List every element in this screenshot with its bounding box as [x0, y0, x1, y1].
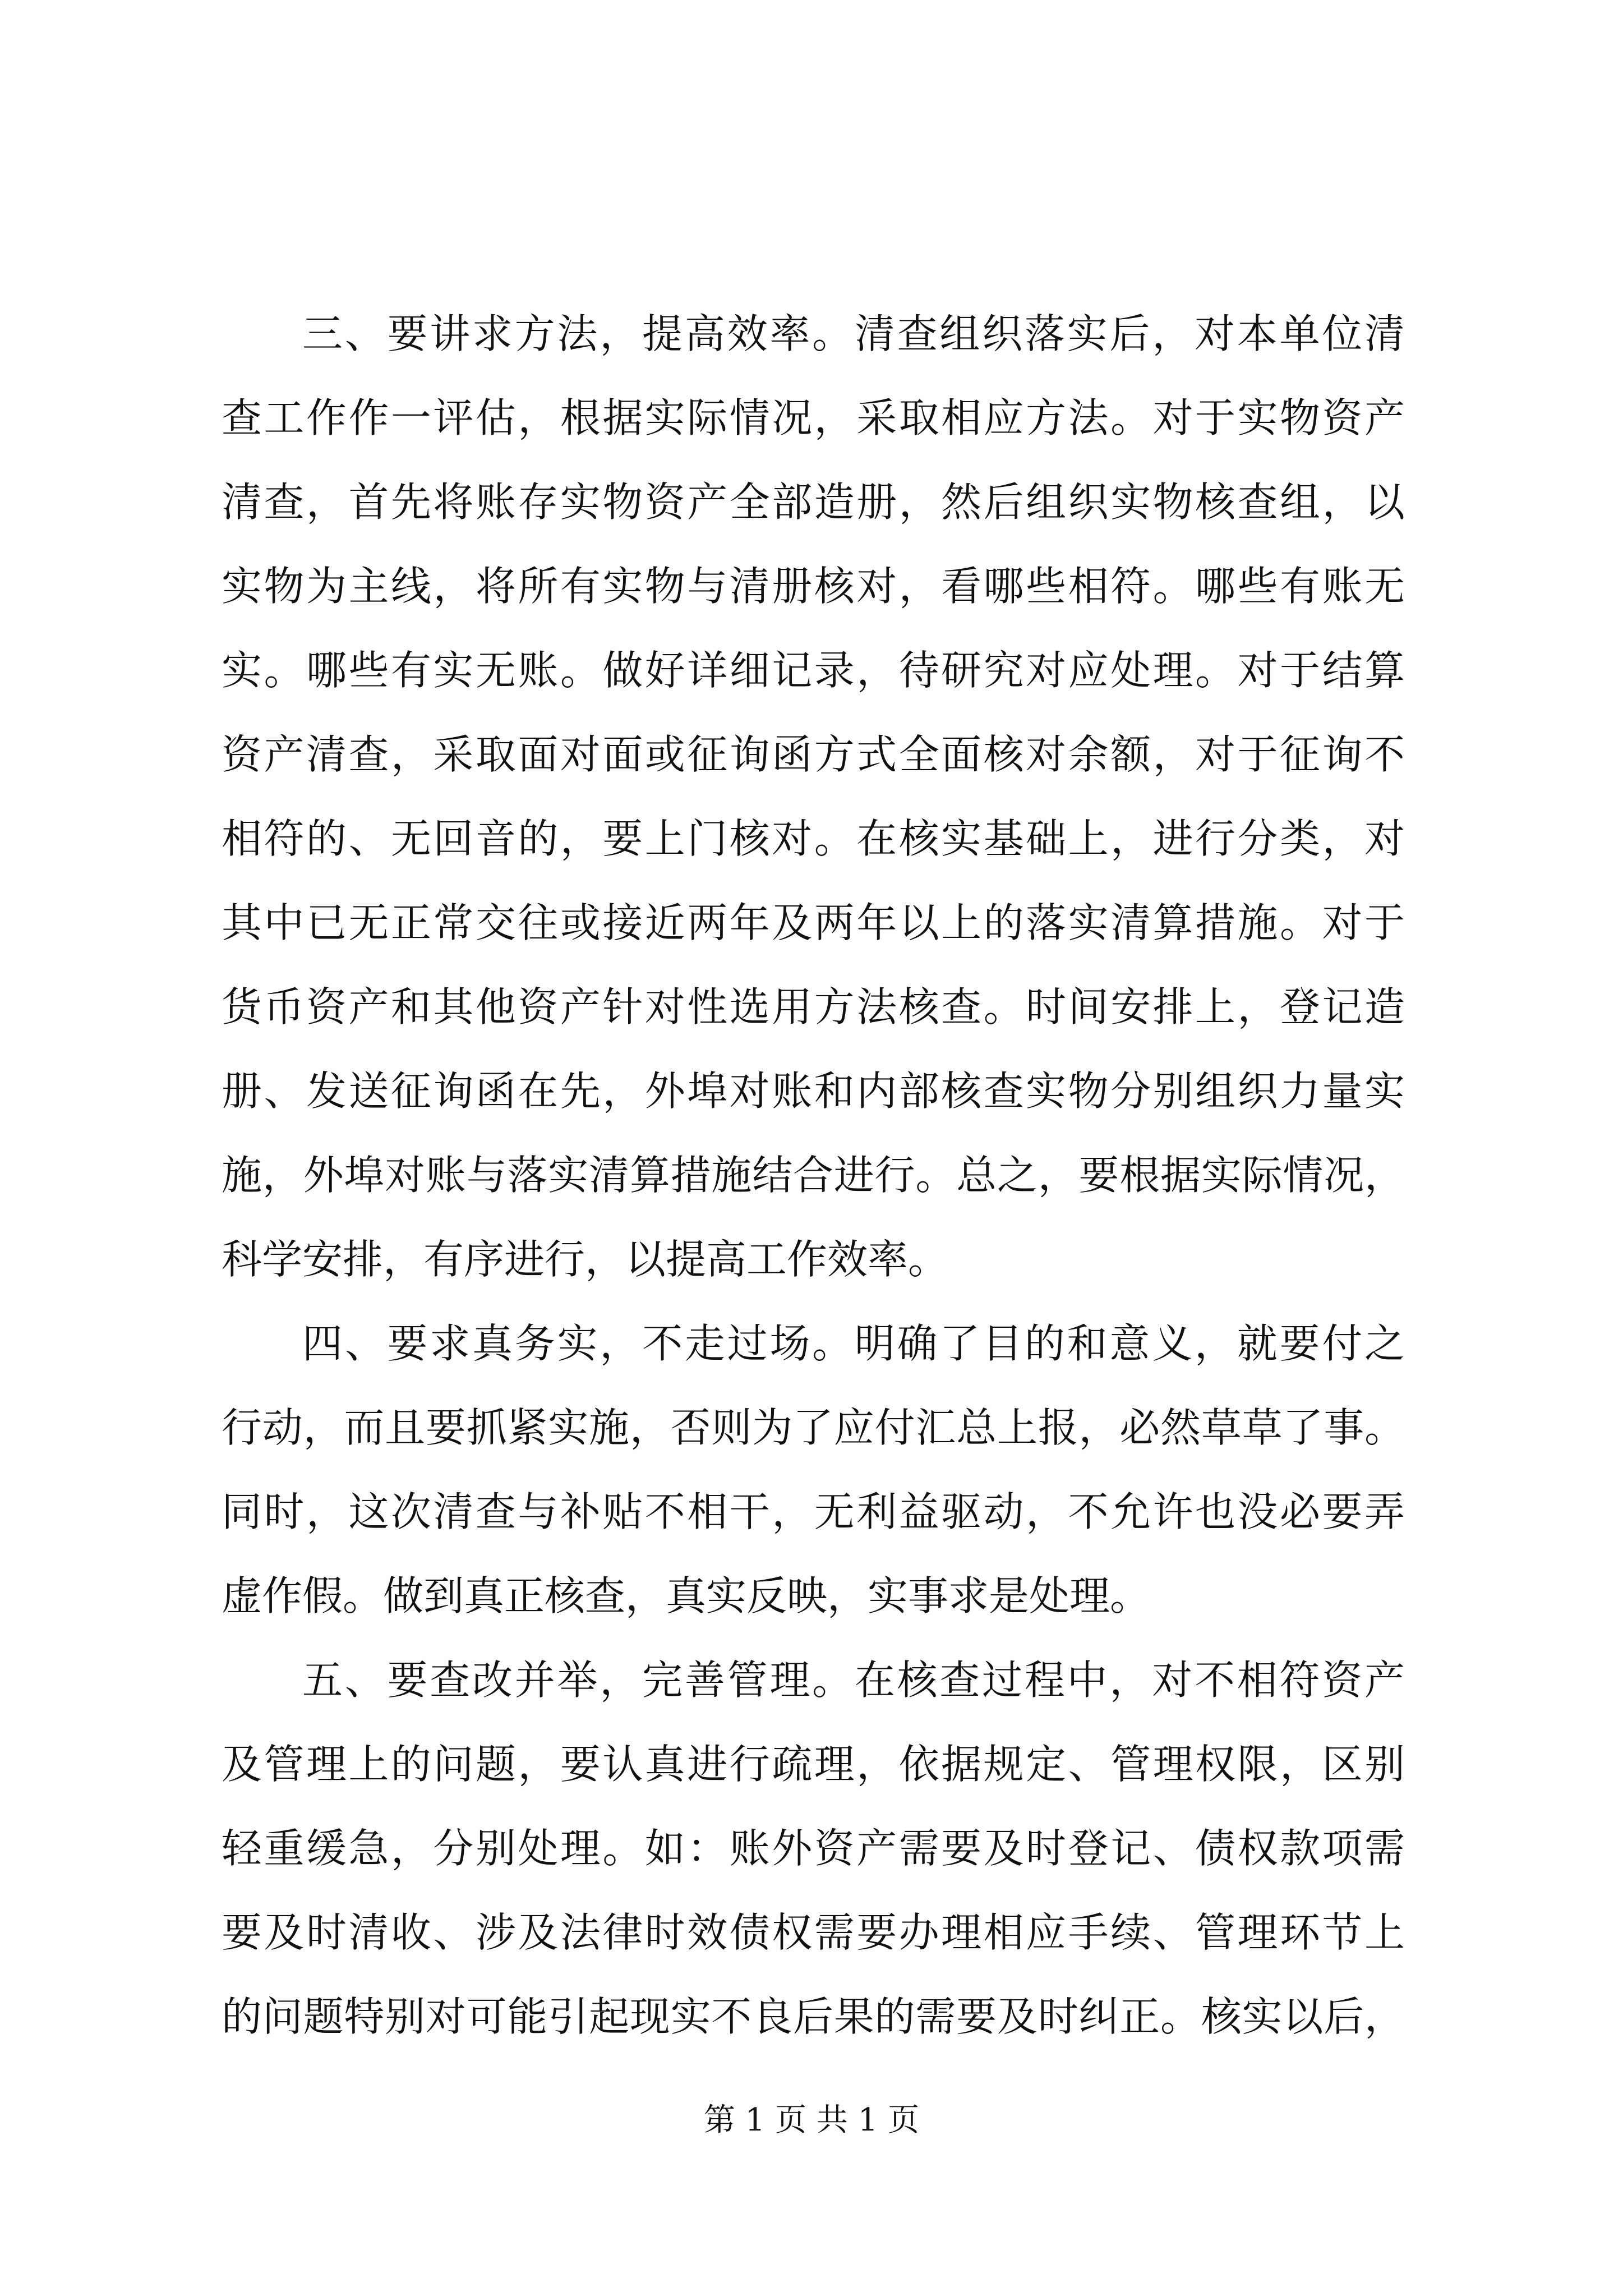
text-line: 五、要查改并举，完善管理。在核查过程中，对不相符资产: [302, 1657, 1405, 1704]
paragraph-5: [222, 1638, 1405, 2059]
text-line: 行动，而且要抓紧实施，否则为了应付汇总上报，必然草草了事。: [222, 1404, 1405, 1451]
paragraph-3: [222, 292, 1405, 1301]
text-line: 同时，这次清查与补贴不相干，无利益驱动，不允许也没必要弄: [222, 1488, 1405, 1535]
text-line: 四、要求真务实，不走过场。明确了目的和意义，就要付之: [302, 1320, 1405, 1367]
text-line: 其中已无正常交往或接近两年及两年以上的落实清算措施。对于: [222, 899, 1405, 946]
text-line: 要及时清收、涉及法律时效债权需要办理相应手续、管理环节上: [222, 1909, 1405, 1956]
text-line: 轻重缓急，分别处理。如：账外资产需要及时登记、债权款项需: [222, 1825, 1405, 1872]
text-line: 相符的、无回音的，要上门核对。在核实基础上，进行分类，对: [222, 815, 1405, 862]
text-line: 施，外埠对账与落实清算措施结合进行。总之，要根据实际情况，: [222, 1152, 1405, 1199]
paragraph-4: [222, 1301, 1405, 1638]
text-line: 查工作作一评估，根据实际情况，采取相应方法。对于实物资产: [222, 394, 1405, 441]
text-line: 的问题特别对可能引起现实不良后果的需要及时纠正。核实以后，: [222, 1993, 1405, 2040]
text-line: 资产清查，采取面对面或征询函方式全面核对余额，对于征询不: [222, 731, 1405, 778]
text-line: 册、发送征询函在先，外埠对账和内部核查实物分别组织力量实: [222, 1068, 1405, 1115]
text-line: 及管理上的问题，要认真进行疏理，依据规定、管理权限，区别: [222, 1741, 1405, 1788]
text-line: 虚作假。做到真正核查，真实反映，实事求是处理。: [222, 1572, 1151, 1619]
text-line: 实。哪些有实无账。做好详细记录，待研究对应处理。对于结算: [222, 647, 1405, 694]
document-body: [222, 292, 1405, 2059]
text-line: 科学安排，有序进行，以提高工作效率。: [222, 1236, 949, 1283]
text-line: 货币资产和其他资产针对性选用方法核查。时间安排上，登记造: [222, 983, 1405, 1030]
page-number-label: 第 1 页 共 1 页: [703, 2102, 920, 2138]
text-line: 清查，首先将账存实物资产全部造册，然后组织实物核查组，以: [222, 478, 1405, 526]
page-footer: [0, 2098, 1623, 2143]
text-line: 三、要讲求方法，提高效率。清查组织落实后，对本单位清: [302, 310, 1405, 357]
text-line: 实物为主线，将所有实物与清册核对，看哪些相符。哪些有账无: [222, 563, 1405, 610]
